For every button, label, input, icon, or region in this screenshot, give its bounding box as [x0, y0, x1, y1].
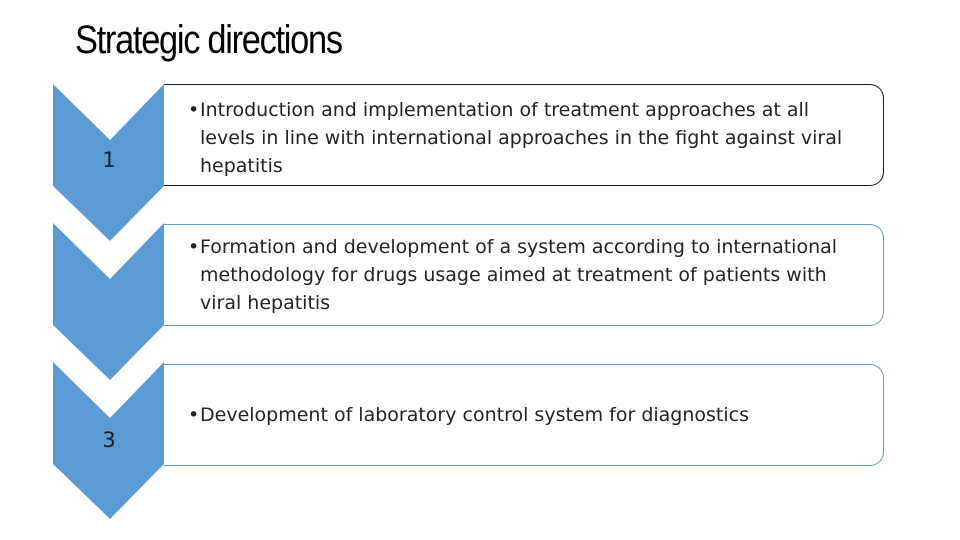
step-box-1	[164, 84, 884, 186]
bullet-glyph: •	[188, 99, 200, 121]
bullet-glyph: •	[188, 236, 200, 258]
step-text-1	[188, 96, 869, 180]
bullet-glyph: •	[188, 404, 200, 426]
step-number-3: 3	[102, 428, 116, 452]
step-box-2	[164, 224, 884, 326]
step-text-1-content: Introduction and implementation of treatment approaches at all levels in line with international approaches in the fight against viral hepatitis	[200, 99, 843, 177]
step-text-2	[188, 233, 869, 317]
step-text-3	[188, 401, 869, 429]
step-text-3-content: Development of laboratory control system for diagnostics	[200, 404, 750, 426]
chevron-step-2	[53, 223, 164, 380]
slide-title: Strategic directions	[75, 18, 342, 62]
step-text-2-content: Formation and development of a system according to international methodology for drugs usage aimed at treatment of patients with viral hepatitis	[200, 236, 838, 314]
step-number-1: 1	[102, 148, 116, 172]
step-box-3	[164, 364, 884, 466]
